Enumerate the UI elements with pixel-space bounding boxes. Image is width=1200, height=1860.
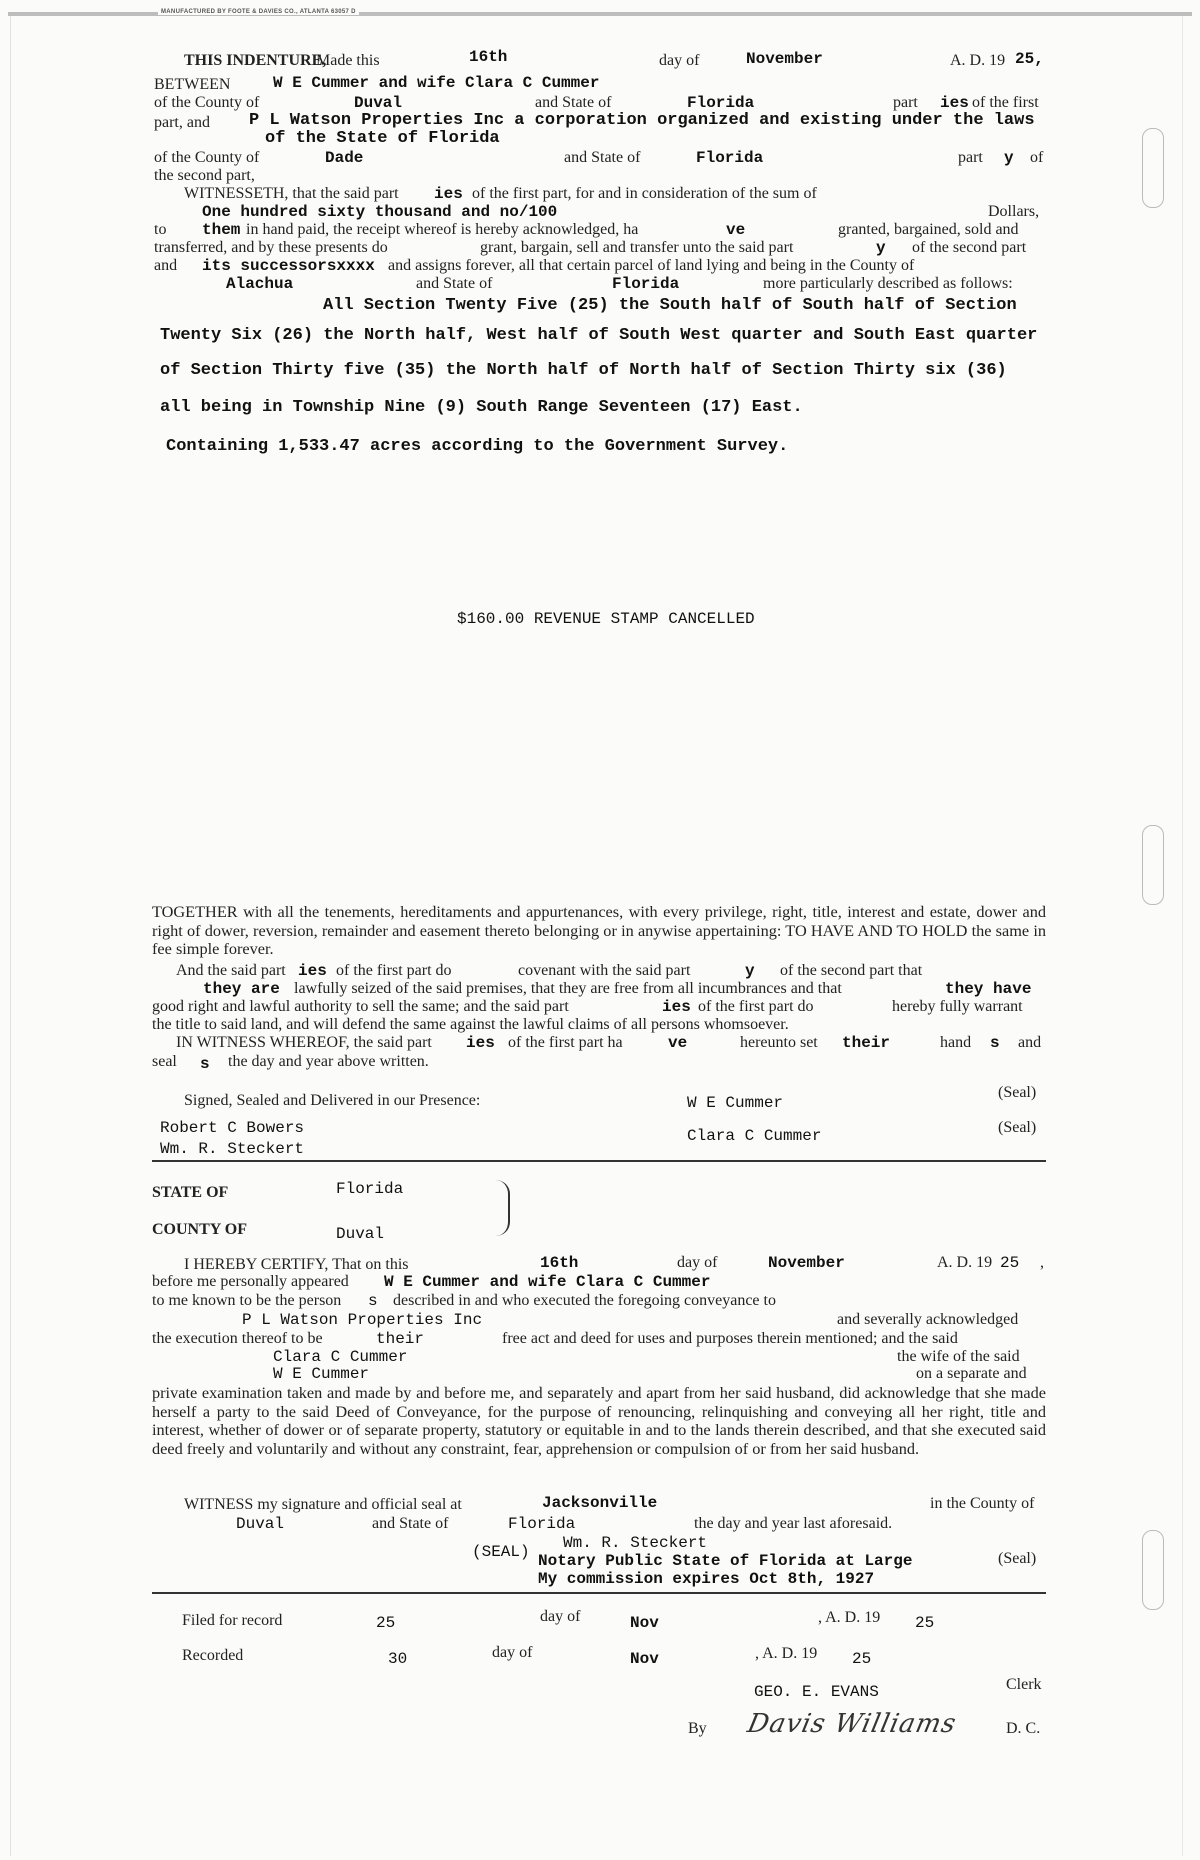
free-act-text: free act and deed for uses and purposes therein mentioned; and the said <box>502 1330 958 1347</box>
grantee: P L Watson Properties Inc a corporation organized and existing under the laws <box>249 111 1035 130</box>
ack-month: November <box>768 1254 845 1272</box>
clerk-label: Clerk <box>1006 1676 1042 1693</box>
part-suffix: y <box>1004 149 1014 167</box>
have-suffix: ve <box>726 221 746 239</box>
covenant-text: of the first part do <box>698 998 814 1015</box>
grantee-state-of-incorporation: of the State of Florida <box>265 129 500 148</box>
deputy-clerk-signature: Davis Williams <box>744 1709 960 1739</box>
witnesseth-text: WITNESSETH, that the said part <box>184 185 399 202</box>
county-of-label: COUNTY OF <box>152 1221 247 1238</box>
notary-title: Notary Public State of Florida at Large <box>538 1552 913 1570</box>
seal-label: seal <box>152 1053 177 1070</box>
deed-day: 16th <box>469 48 508 66</box>
grantors: W E Cummer and wife Clara C Cummer <box>273 74 600 92</box>
brace <box>496 1180 510 1236</box>
ack-county: Duval <box>236 1515 285 1533</box>
plural-suffix: s <box>990 1034 1000 1052</box>
section-divider <box>152 1592 1046 1594</box>
witness-clause: of the first part ha <box>508 1034 623 1051</box>
ad-label: A. D. 19 <box>937 1254 993 1271</box>
last-text: the day and year last aforesaid. <box>694 1515 893 1532</box>
legal-description-line: Twenty Six (26) the North half, West half of South West quarter and South East quarter <box>160 326 1038 345</box>
to-whom: them <box>202 221 241 239</box>
witness-clause: hereunto set <box>740 1034 818 1051</box>
ack-year: 25 <box>1000 1254 1020 1272</box>
witness-clause: the day and year above written. <box>228 1053 429 1070</box>
by-label: By <box>688 1720 707 1737</box>
covenant-text: of the first part do <box>336 962 452 979</box>
grantee-state: Florida <box>696 149 764 167</box>
examination-clause: private examination taken and made by and before me, and separately and apart from her said husband, did acknowledge that she made herself a party to the said Deed of Conveyance, for the purpose of renouncing, relinquishing and conveying all her right, title and interest, whether of dower or of separate property, statutory or equitable in and to the lands therein described, and that she executed said deed freely and voluntarily and without any constraint, fear, apprehension or compulsion of or from her said husband. <box>152 1383 1046 1458</box>
part-suffix: ies <box>940 94 969 112</box>
witness-signature: Wm. R. Steckert <box>160 1140 305 1158</box>
grantor-signature: W E Cummer <box>687 1094 784 1112</box>
ack-wife: Clara C Cummer <box>273 1348 408 1366</box>
binder-hole <box>1142 1530 1164 1610</box>
made-this-label: Made this <box>316 52 380 69</box>
state-label: and State of <box>535 94 612 111</box>
day-of-label: day of <box>492 1644 533 1661</box>
transferred-text: transferred, and by these presents do <box>154 239 388 256</box>
day-of-label: day of <box>659 52 700 69</box>
covenant-text: of the second part that <box>780 962 923 979</box>
filed-month: Nov <box>630 1614 659 1632</box>
assigns-text: and assigns forever, all that certain parcel of land lying and being in the County of <box>388 257 915 274</box>
between-label: BETWEEN <box>154 76 231 93</box>
known-text: to me known to be the person <box>152 1292 342 1309</box>
grantee-county: Dade <box>325 149 364 167</box>
first-part-label: of the first <box>972 94 1039 111</box>
legal-description-line: All Section Twenty Five (25) the South half of South half of Section <box>323 296 1017 315</box>
seal-mark: (Seal) <box>998 1550 1037 1567</box>
part-suffix: ies <box>298 962 327 980</box>
ack-day: 16th <box>540 1254 579 1272</box>
second-part-text: of the second part <box>912 239 1027 256</box>
execution-text: the execution thereof to be <box>152 1330 323 1347</box>
part-suffix: y <box>745 962 755 980</box>
habendum-clause: TOGETHER with all the tenements, hereditaments and appurtenances, with every privilege, right, title, interest and estate, dower and right of dower, reversion, remainder and easement thereto belonging or in anywise appertaining: TO HAVE AND TO HOLD the same in fee simple forever. <box>152 902 1046 958</box>
covenant-text: good right and lawful authority to sell the same; and the said part <box>152 998 569 1015</box>
notary-commission: My commission expires Oct 8th, 1927 <box>538 1570 875 1588</box>
ack-grantee: P L Watson Properties Inc <box>242 1311 483 1329</box>
seized-subject: they are <box>203 980 280 998</box>
witnesseth-text-2: of the first part, for and in consideration of the sum of <box>472 185 817 202</box>
page-edge <box>1182 16 1183 1856</box>
state-of-label: STATE OF <box>152 1184 229 1201</box>
second-part-label: the second part, <box>154 167 255 184</box>
covenant-text: the title to said land, and will defend the same against the lawful claims of all persons whomsoever. <box>152 1016 789 1033</box>
binder-hole <box>1142 128 1164 208</box>
receipt-text: in hand paid, the receipt whereof is hereby acknowledged, ha <box>246 221 639 238</box>
covenant-text: And the said part <box>176 962 286 979</box>
filed-year: 25 <box>915 1614 935 1632</box>
part-label: part <box>958 149 983 166</box>
ad-label: A. D. 19 <box>950 52 1006 69</box>
ack-pronoun: their <box>376 1330 425 1348</box>
covenant-text: lawfully seized of the said premises, that they are free from all incumbrances and that <box>294 980 842 997</box>
clerk-name: GEO. E. EVANS <box>754 1683 879 1701</box>
of-label: of <box>1030 149 1044 166</box>
ack-county: Duval <box>336 1225 385 1243</box>
part-suffix: ies <box>662 998 691 1016</box>
recorded-day: 30 <box>388 1650 408 1668</box>
plural-suffix: s <box>200 1055 210 1073</box>
seal-mark: (Seal) <box>998 1084 1037 1101</box>
appeared-text: before me personally appeared <box>152 1273 349 1290</box>
ack-city: Jacksonville <box>542 1494 658 1512</box>
seal-mark: (Seal) <box>998 1119 1037 1136</box>
county-label: of the County of <box>154 149 260 166</box>
and-label: and <box>154 257 178 274</box>
section-divider <box>152 1160 1046 1162</box>
legal-description-line: Containing 1,533.47 acres according to the Government Survey. <box>166 437 789 456</box>
ack-state: Florida <box>336 1180 404 1198</box>
granted-text: granted, bargained, sold and <box>838 221 1019 238</box>
and-label: and <box>1018 1034 1042 1051</box>
part-suffix: ies <box>434 185 463 203</box>
authority-subject: they have <box>945 980 1032 998</box>
legal-description-line: all being in Township Nine (9) South Range Seventeen (17) East. <box>160 398 803 417</box>
deed-month: November <box>746 50 823 68</box>
described-text: described in and who executed the foregoing conveyance to <box>393 1292 776 1309</box>
page-edge <box>10 16 11 1856</box>
recorded-label: Recorded <box>182 1647 244 1664</box>
have-suffix: ve <box>668 1034 688 1052</box>
deputy-clerk-label: D. C. <box>1006 1720 1041 1737</box>
state-label: and State of <box>416 275 493 292</box>
certify-text: I HEREBY CERTIFY, That on this <box>184 1256 409 1273</box>
witness-pronoun: their <box>842 1034 891 1052</box>
witness-signature: Robert C Bowers <box>160 1119 305 1137</box>
grantor-state: Florida <box>687 94 755 112</box>
successors: its successorsxxxx <box>202 257 375 275</box>
part-suffix: y <box>876 239 886 257</box>
witness-clause: IN WITNESS WHEREOF, the said part <box>176 1034 432 1051</box>
in-county-text: in the County of <box>930 1495 1035 1512</box>
state-label: and State of <box>372 1515 449 1532</box>
legal-description-line: of Section Thirty five (35) the North half of North half of Section Thirty six (36) <box>160 361 1007 380</box>
part-label: part <box>893 94 918 111</box>
covenant-text: covenant with the said part <box>518 962 691 979</box>
grantor-signature: Clara C Cummer <box>687 1127 822 1145</box>
state-label: and State of <box>564 149 641 166</box>
separate-text: on a separate and <box>916 1365 1027 1382</box>
land-state: Florida <box>612 275 680 293</box>
day-of-label: day of <box>540 1608 581 1625</box>
part-suffix: ies <box>466 1034 495 1052</box>
severally-text: and severally acknowledged <box>837 1311 1019 1328</box>
ack-husband: W E Cummer <box>273 1365 370 1383</box>
recorded-year: 25 <box>852 1650 872 1668</box>
hand-label: hand <box>940 1034 972 1051</box>
indenture-label: THIS INDENTURE, <box>184 52 327 69</box>
grant-text: grant, bargain, sell and transfer unto the said part <box>480 239 794 256</box>
form-header-text: MANUFACTURED BY FOOTE & DAVIES CO., ATLANTA 63057 D <box>158 9 359 15</box>
ack-state: Florida <box>508 1515 576 1533</box>
deed-year: 25, <box>1015 50 1044 68</box>
filed-label: Filed for record <box>182 1612 283 1629</box>
consideration-amount: One hundred sixty thousand and no/100 <box>202 203 558 221</box>
revenue-stamp-note: $160.00 REVENUE STAMP CANCELLED <box>457 610 755 628</box>
part-and-label: part, and <box>154 114 210 131</box>
county-label: of the County of <box>154 94 260 111</box>
binder-hole <box>1142 825 1164 905</box>
ad-label: , A. D. 19 <box>755 1645 818 1662</box>
wife-of-text: the wife of the said <box>897 1348 1020 1365</box>
covenant-text: hereby fully warrant <box>892 998 1023 1015</box>
ack-persons: W E Cummer and wife Clara C Cummer <box>384 1273 711 1291</box>
ad-label: , A. D. 19 <box>818 1609 881 1626</box>
comma: , <box>1040 1254 1044 1271</box>
filed-day: 25 <box>376 1614 396 1632</box>
witness-sig-text: WITNESS my signature and official seal at <box>184 1496 462 1513</box>
grantor-county: Duval <box>354 94 403 112</box>
signed-label: Signed, Sealed and Delivered in our Presence: <box>184 1092 481 1109</box>
dollars-label: Dollars, <box>988 203 1040 220</box>
recorded-month: Nov <box>630 1650 659 1668</box>
land-county: Alachua <box>226 275 294 293</box>
described-text: more particularly described as follows: <box>763 275 1013 292</box>
notary-seal-mark: (SEAL) <box>472 1543 530 1561</box>
plural-suffix: s <box>368 1292 378 1310</box>
notary-name: Wm. R. Steckert <box>563 1534 708 1552</box>
to-label: to <box>154 221 167 238</box>
day-of-label: day of <box>677 1254 718 1271</box>
